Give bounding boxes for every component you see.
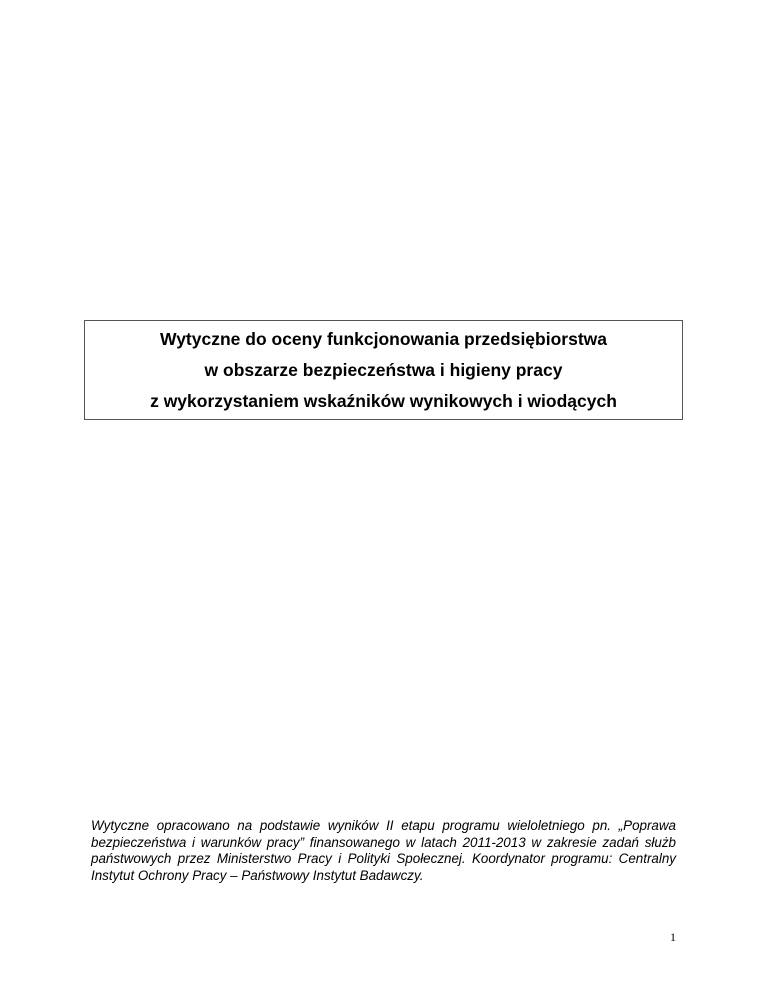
document-title-line-1: Wytyczne do oceny funkcjonowania przedsiębiorstwa — [160, 328, 607, 349]
document-title-box — [84, 320, 683, 420]
document-title-line-3: z wykorzystaniem wskaźników wynikowych i wiodących — [150, 390, 617, 411]
document-title-line-2: w obszarze bezpieczeństwa i higieny pracy — [204, 359, 563, 380]
page-number: 1 — [670, 930, 676, 944]
document-footnote: Wytyczne opracowano na podstawie wyników II etapu programu wieloletniego pn. „Poprawa bezpieczeństwa i warunków pracy” finansowanego w latach 2011-2013 w zakresie zadań służb państwowych przez Ministerstwo Pracy i Polityki Społecznej. Koordynator programu: Centralny Instytut Ochrony Pracy – Państwowy Instytut Badawczy. — [91, 818, 676, 883]
